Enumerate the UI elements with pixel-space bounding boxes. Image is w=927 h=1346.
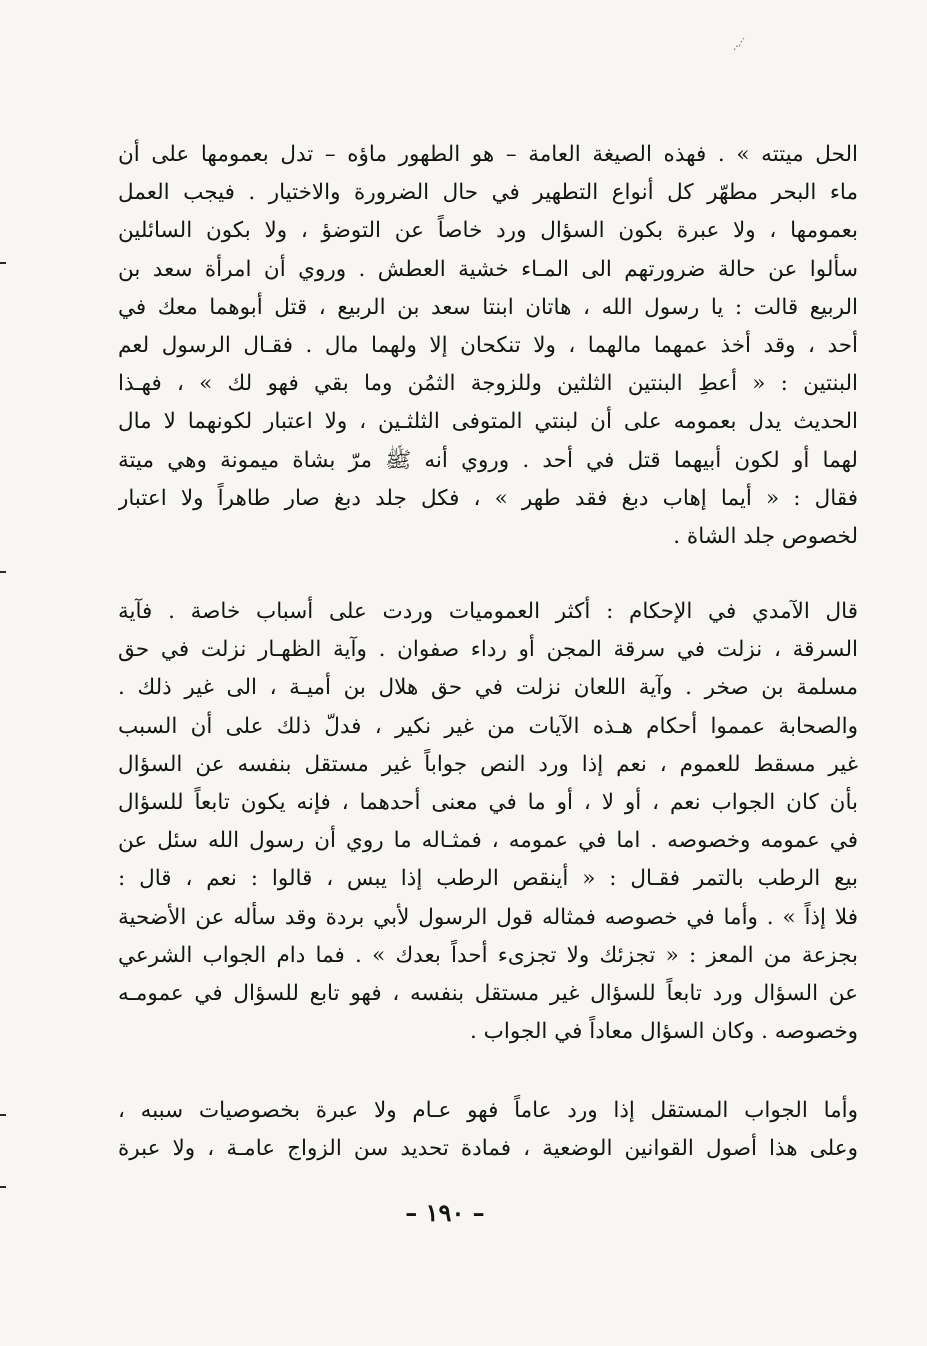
text-line: البنتين : « أعطِ البنتين الثلثين وللزوجة الثمُن وما بقي فهو لك » ، فهـذا	[118, 371, 858, 397]
text-line: في عمومه وخصوصه . اما في عمومه ، فمثـاله ما روي أن رسول الله سئل عن	[118, 828, 858, 854]
text-line: بأن كان الجواب نعم ، أو لا ، أو ما في معنى أحدهما ، فإنه يكون تابعاً للسؤال	[118, 789, 858, 815]
margin-mark	[0, 1186, 6, 1188]
text-line: الحل ميتته » . فهذه الصيغة العامة – هو الطهور ماؤه – تدل بعمومها على أن	[118, 142, 858, 167]
text-line: وخصوصه . وكان السؤال معاداً في الجواب .	[470, 1019, 858, 1045]
text-line: فقال : « أيما إهاب دبغ فقد طهر » ، فكل جلد دبغ صار طاهراً ولا اعتبار	[118, 485, 858, 511]
paragraph	[118, 1092, 858, 1168]
text-line: والصحابة عمموا أحكام هـذه الآيات من غير نكير ، فدلّ ذلك على أن السبب	[118, 713, 858, 739]
ink-speck	[732, 36, 746, 52]
text-line: مسلمة بن صخر . وآية اللعان نزلت في حق هلال بن أميـة ، الى غير ذلك .	[118, 675, 858, 701]
text-line: ماء البحر مطهّر كل أنواع التطهير في حال الضرورة والاختيار . فيجب العمل	[118, 180, 858, 206]
margin-mark	[0, 1114, 6, 1116]
text-line: قال الآمدي في الإحكام : أكثر العموميات وردت على أسباب خاصة . فآية	[118, 599, 858, 624]
text-line: بعمومها ، ولا عبرة بكون السؤال ورد خاصاً عن التوضؤ ، ولا بكون السائلين	[118, 218, 858, 244]
paragraph	[118, 593, 858, 1051]
paragraph	[118, 136, 858, 556]
page-number: – ١٩٠ –	[405, 1198, 485, 1227]
text-line: فلا إذاً » . وأما في خصوصه فمثاله قول الرسول لأبي بردة وقد سأله عن الأضحية	[118, 904, 858, 930]
text-line: بيع الرطب بالتمر فقـال : « أينقص الرطب إذا يبس ، قالوا : نعم ، قال :	[118, 866, 858, 892]
text-line: لخصوص جلد الشاة .	[673, 523, 858, 549]
text-line: سألوا عن حالة ضرورتهم الى المـاء خشية العطش . وروي أن امرأة سعد بن	[118, 256, 858, 282]
text-line: عن السؤال ورد تابعاً للسؤال غير مستقل بنفسه ، فهو تابع للسؤال في عمومـه	[118, 980, 858, 1006]
text-line: السرقة ، نزلت في سرقة المجن أو رداء صفوان . وآية الظهـار نزلت في حق	[118, 637, 858, 663]
margin-mark	[0, 262, 6, 264]
margin-mark	[0, 571, 6, 573]
text-line: غير مسقط للعموم ، نعم إذا ورد النص جواباً غير مستقل بنفسه عن السؤال	[118, 751, 858, 777]
text-line: الحديث يدل بعمومه على أن لبنتي المتوفى الثلثـين ، ولا اعتبار لكونهما لا مال	[118, 409, 858, 435]
text-line: وعلى هذا أصول القوانين الوضعية ، فمادة تحديد سن الزواج عامـة ، ولا عبرة	[118, 1136, 858, 1162]
text-line: لهما أو لكون أبيهما قتل في أحد . وروي أنه ﷺ مرّ بشاة ميمونة وهي ميتة	[118, 447, 858, 473]
text-line: الربيع قالت : يا رسول الله ، هاتان ابنتا سعد بن الربيع ، قتل أبوهما معك في	[118, 294, 858, 320]
text-line: بجزعة من المعز : « تجزئك ولا تجزىء أحداً بعدك » . فما دام الجواب الشرعي	[118, 942, 858, 968]
text-line: وأما الجواب المستقل إذا ورد عاماً فهو عـام ولا عبرة بخصوصيات سببه ،	[118, 1098, 858, 1123]
text-line: أحد ، وقد أخذ عمهما مالهما ، ولا تنكحان إلا ولهما مال . فقـال الرسول لعم	[118, 332, 858, 358]
